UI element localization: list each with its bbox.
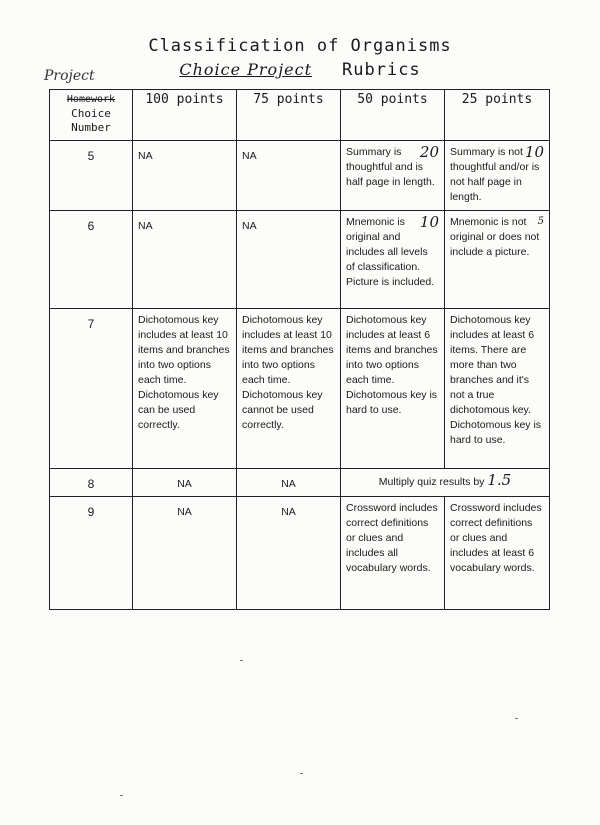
multiply-text: Multiply quiz results by — [378, 476, 485, 488]
cell-25-text: Summary is not thoughtful and/or is not half page in length. — [450, 146, 540, 203]
table-row — [50, 211, 550, 309]
cell-50-text: Mnemonic is original and includes all levels of classification. Picture is included. — [346, 216, 435, 288]
choice-number: 5 — [50, 141, 133, 211]
choice-number: 7 — [50, 309, 133, 469]
choice-number: 8 — [50, 469, 133, 497]
handwritten-score: 10 — [419, 213, 439, 231]
choice-number: 9 — [50, 497, 133, 610]
header-choice-number — [50, 90, 133, 141]
table-row — [50, 469, 550, 497]
table-row — [50, 141, 550, 211]
header-25-points: 25 points — [445, 90, 550, 141]
handwritten-score: 10 — [524, 143, 544, 161]
scan-speck — [240, 660, 243, 661]
handwritten-choice-project: Choice Project — [179, 60, 313, 79]
table-row — [50, 309, 550, 469]
cell-75: NA — [237, 469, 341, 497]
cell-100: NA — [133, 211, 237, 309]
choice-number: 6 — [50, 211, 133, 309]
cell-100: NA — [133, 497, 237, 610]
scan-speck — [515, 718, 518, 719]
handwritten-score: 5 — [537, 216, 544, 227]
scan-speck — [300, 773, 303, 774]
header-75-points: 75 points — [237, 90, 341, 141]
handwritten-factor: 1.5 — [487, 471, 512, 489]
struck-homework-label: Homework — [66, 94, 116, 105]
table-row — [50, 497, 550, 610]
cell-50 — [341, 211, 445, 309]
choice-label: Choice — [71, 107, 111, 120]
page-title: Classification of Organisms — [148, 36, 452, 56]
cell-50: Dichotomous key includes at least 6 items and branches into two options each time. Dichotomous key is hard to use. — [341, 309, 445, 469]
cell-75: NA — [237, 497, 341, 610]
rubrics-label: Rubrics — [342, 60, 421, 80]
cell-25: Crossword includes correct definitions or clues and includes at least 6 vocabulary words. — [445, 497, 550, 610]
cell-100: Dichotomous key includes at least 10 items and branches into two options each time. Dichotomous key can be used correctly. — [133, 309, 237, 469]
cell-25: Dichotomous key includes at least 6 items. There are more than two branches and it's not a true dichotomous key. Dichotomous key is hard to use. — [445, 309, 550, 469]
handwritten-score: 20 — [419, 143, 439, 161]
cell-25 — [445, 141, 550, 211]
scan-speck — [120, 795, 123, 796]
cell-50 — [341, 141, 445, 211]
handwritten-project-note: Project — [44, 68, 95, 84]
header-50-points: 50 points — [341, 90, 445, 141]
cell-75: NA — [237, 211, 341, 309]
cell-25-text: Mnemonic is not original or does not include a picture. — [450, 216, 540, 258]
header-row — [50, 90, 550, 141]
header-100-points: 100 points — [133, 90, 237, 141]
number-label: Number — [71, 121, 111, 134]
cell-50-text: Summary is thoughtful and is half page in length. — [346, 146, 435, 188]
cell-100: NA — [133, 141, 237, 211]
rubric-table — [49, 89, 550, 610]
cell-50: Crossword includes correct definitions or clues and includes all vocabulary words. — [341, 497, 445, 610]
cell-100: NA — [133, 469, 237, 497]
multiply-cell — [341, 469, 550, 497]
cell-75: Dichotomous key includes at least 10 items and branches into two options each time. Dichotomous key cannot be used correctly. — [237, 309, 341, 469]
cell-25 — [445, 211, 550, 309]
cell-75: NA — [237, 141, 341, 211]
